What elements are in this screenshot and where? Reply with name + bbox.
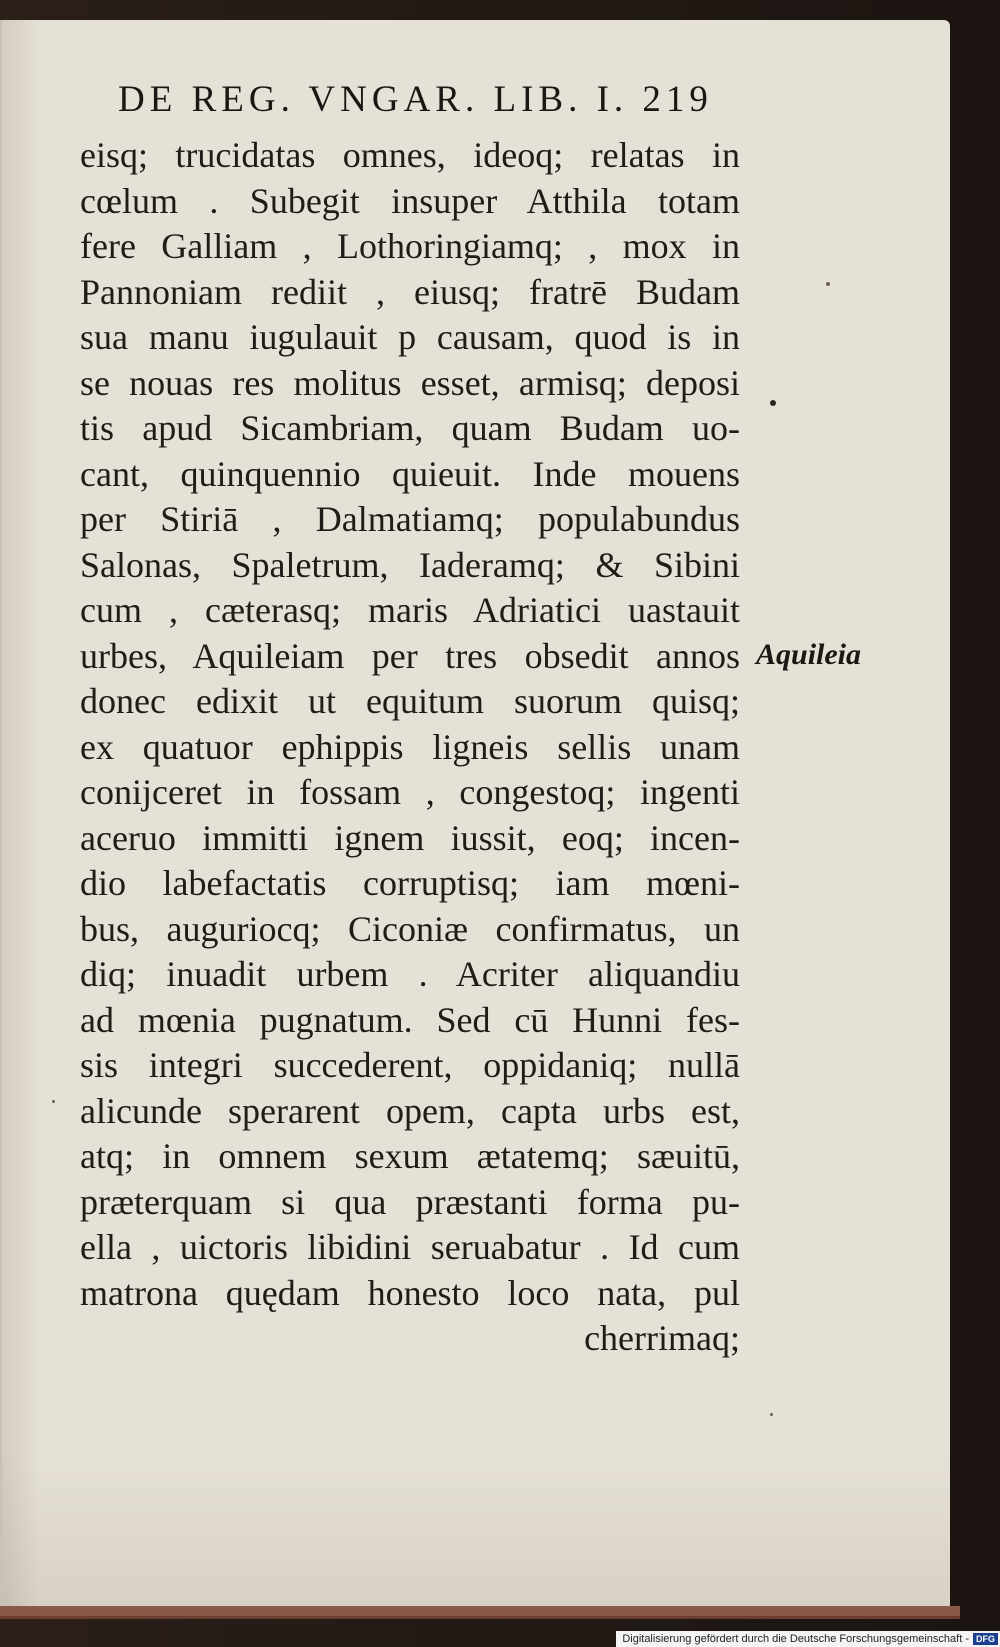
text-line: sis integri succederent, oppidaniq; nullā: [80, 1045, 740, 1085]
text-line: sua manu iugulauit p causam, quod is in: [80, 317, 740, 357]
text-line: cant, quinquennio quieuit. Inde mouens: [80, 453, 740, 494]
text-line: cum , cæterasq; maris Adriatici uastauit: [80, 590, 740, 630]
text-line: urbes, Aquileiam per tres obsedit annos: [80, 635, 740, 676]
dfg-logo: DFG: [973, 1633, 998, 1645]
text-line: atq; in omnem sexum ætatemq; sæuitū,: [80, 1136, 740, 1176]
footer-text: Digitalisierung gefördert durch die Deutsche Forschungsgemeinschaft -: [622, 1633, 969, 1645]
text-line: tis apud Sicambriam, quam Budam uo-: [80, 408, 740, 448]
body-text: [80, 133, 740, 1362]
footer-banner: [616, 1631, 1000, 1647]
page-edge: [0, 1606, 960, 1619]
text-line: præterquam si qua præstanti forma pu-: [80, 1181, 740, 1222]
text-line: Salonas, Spaletrum, Iaderamq; & Sibini: [80, 544, 740, 585]
text-line: dio labefactatis corruptisq; iam mœni-: [80, 863, 740, 903]
text-line: donec edixit ut equitum suorum quisq;: [80, 681, 740, 721]
paper-speck: [826, 282, 830, 286]
text-line: cherrimaq;: [584, 1318, 740, 1358]
margin-mark: [770, 400, 776, 406]
text-line: matrona quędam honesto loco nata, pul: [80, 1272, 740, 1313]
text-line: conijceret in fossam , congestoq; ingenti: [80, 772, 740, 812]
text-line: Pannoniam rediit , eiusq; fratrē Budam: [80, 271, 740, 312]
text-line: ex quatuor ephippis ligneis sellis unam: [80, 726, 740, 767]
text-line: diq; inuadit urbem . Acriter aliquandiu: [80, 954, 740, 994]
text-line: alicunde sperarent opem, capta urbs est,: [80, 1090, 740, 1131]
margin-note: Aquileia: [756, 638, 862, 671]
text-line: eisq; trucidatas omnes, ideoq; relatas in: [80, 135, 740, 175]
text-line: ella , uictoris libidini seruabatur . Id cum: [80, 1227, 740, 1267]
paper-speck: [770, 1413, 773, 1416]
text-line: per Stiriā , Dalmatiamq; populabundus: [80, 499, 740, 539]
text-line: fere Galliam , Lothoringiamq; , mox in: [80, 226, 740, 266]
text-line: cœlum . Subegit insuper Atthila totam: [80, 180, 740, 221]
text-line: se nouas res molitus esset, armisq; deposi: [80, 362, 740, 403]
text-line: ad mœnia pugnatum. Sed cū Hunni fes-: [80, 999, 740, 1040]
paper-speck: [52, 1100, 55, 1103]
text-line: aceruo immitti ignem iussit, eoq; incen-: [80, 817, 740, 858]
running-head: DE REG. VNGAR. LIB. I. 219: [118, 79, 713, 120]
text-line: bus, auguriocq; Ciconiæ confirmatus, un: [80, 908, 740, 949]
